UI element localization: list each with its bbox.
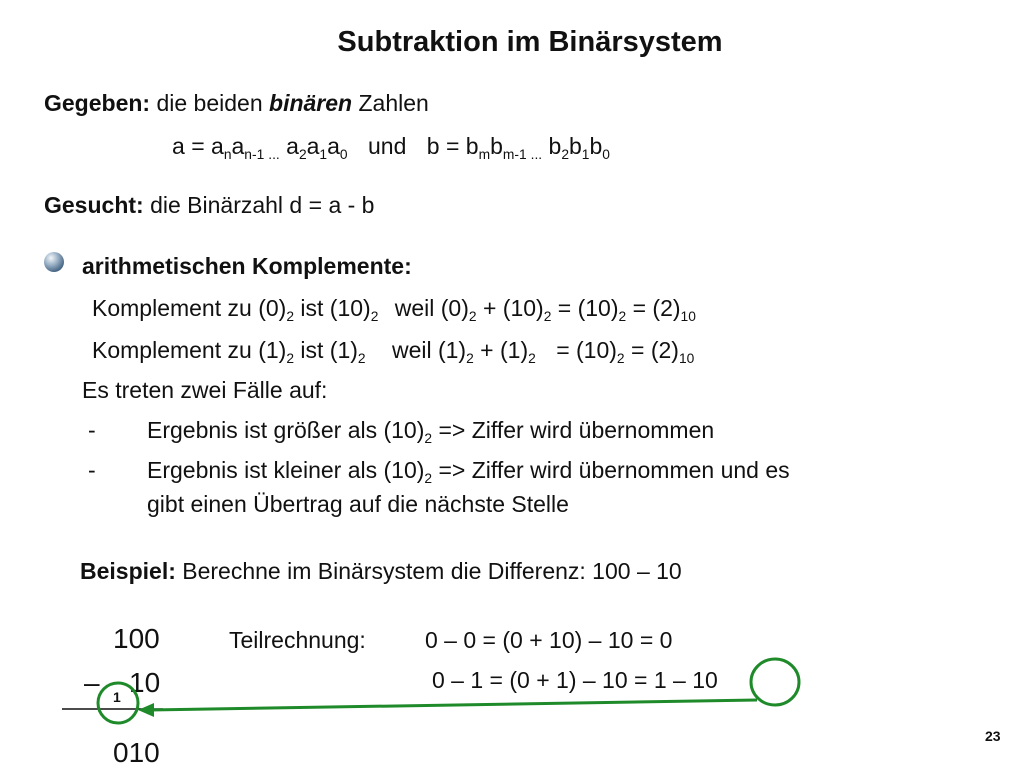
formula-a2: a: [286, 133, 299, 159]
k1-s6: 10: [680, 308, 696, 324]
k2-s4: 2: [528, 350, 536, 366]
result: 010: [113, 737, 160, 768]
formula-a: a: [172, 133, 185, 159]
gesucht-text: die Binärzahl d = a - b: [150, 192, 375, 218]
k1-s3: 2: [468, 308, 477, 324]
subtrahend: 10: [129, 667, 161, 698]
formula-sub-n: n: [223, 146, 232, 162]
case2-sub: 2: [424, 470, 433, 486]
beispiel-text: Berechne im Binärsystem die Differenz: 100 – 10: [182, 558, 682, 584]
k1-s1: 2: [286, 308, 294, 324]
k2-a: Komplement zu (1): [92, 337, 287, 363]
case1-sub: 2: [424, 430, 433, 446]
formula-a0: a: [327, 133, 340, 159]
formula-dots-b: ...: [530, 146, 543, 162]
k2-c: weil (1): [391, 337, 467, 363]
carry-arrow-head: [138, 703, 154, 717]
faelle-intro: Es treten zwei Fälle auf:: [82, 377, 328, 403]
k2-f: = (2): [631, 337, 679, 363]
k1-a: Komplement zu (0): [92, 295, 287, 321]
formula-b0: b: [589, 133, 603, 159]
teilrechnung-1: 0 – 0 = (0 + 10) – 10 = 0: [425, 627, 673, 653]
k2-s3: 2: [466, 350, 474, 366]
formula-an: a: [211, 133, 224, 159]
k2-s6: 10: [678, 350, 695, 366]
formula-sub-2b: 2: [561, 146, 569, 162]
formula-bm1: b: [490, 133, 503, 159]
page-number: 23: [985, 728, 1001, 744]
ten-circle: [751, 659, 799, 705]
k2-b: ist (1): [300, 337, 358, 363]
formula-und: und: [367, 133, 407, 159]
formula-sub-0a: 0: [339, 146, 348, 162]
formula-a1: a: [306, 133, 320, 159]
k2-s5: 2: [616, 350, 625, 366]
formula-sub-2a: 2: [298, 146, 307, 162]
k1-s4: 2: [543, 308, 552, 324]
case2-text-cont: gibt einen Übertrag auf die nächste Stelle: [147, 491, 569, 517]
case2-a: Ergebnis ist kleiner als (10): [147, 457, 425, 483]
formula-eq-b: =: [445, 133, 460, 159]
carry-circle: [98, 683, 138, 723]
k1-f: = (2): [632, 295, 681, 321]
gegeben-text-after: Zahlen: [358, 90, 429, 116]
formula-sub-1b: 1: [581, 146, 590, 162]
k2-d: + (1): [480, 337, 529, 363]
formula-an1: a: [231, 133, 245, 159]
k1-s2: 2: [370, 308, 379, 324]
slide-title: Subtraktion im Binärsystem: [337, 26, 723, 58]
minus-sign: –: [84, 667, 100, 698]
k2-e: = (10): [556, 337, 617, 363]
case2-b: => Ziffer wird übernommen und es: [438, 457, 790, 483]
formula-dots-a: ...: [268, 146, 280, 162]
gegeben-label: Gegeben:: [44, 90, 151, 116]
carry-digit: 1: [113, 689, 121, 705]
formula-sub-m1: m-1: [502, 146, 527, 162]
k1-e: = (10): [557, 295, 619, 321]
gegeben-emphasis: binären: [269, 90, 353, 116]
teilrechnung-2: 0 – 1 = (0 + 1) – 10 = 1 – 10: [432, 667, 718, 693]
k2-s1: 2: [286, 350, 294, 366]
formula-eq-a: =: [191, 133, 205, 159]
formula-b2: b: [548, 133, 562, 159]
gegeben-text-before: die beiden: [156, 90, 263, 116]
case1-dash: -: [88, 417, 96, 443]
minuend: 100: [113, 623, 160, 654]
k2-s2: 2: [357, 350, 366, 366]
formula-sub-0b: 0: [602, 146, 610, 162]
k1-c: weil (0): [394, 295, 469, 321]
case2-dash: -: [88, 457, 96, 483]
k1-d: + (10): [482, 295, 544, 321]
formula-sub-m: m: [478, 146, 491, 162]
carry-arrow-line: [150, 700, 757, 710]
formula-sub-1a: 1: [319, 146, 328, 162]
formula-b: b: [426, 133, 440, 159]
formula-sub-n1: n-1: [244, 146, 265, 162]
k1-b: ist (10): [300, 295, 371, 321]
beispiel-label: Beispiel:: [80, 558, 176, 584]
k1-s5: 2: [618, 308, 627, 324]
formula-bm: b: [465, 133, 479, 159]
gesucht-label: Gesucht:: [44, 192, 144, 218]
teilrechnung-label: Teilrechnung:: [229, 627, 366, 653]
formula-b1: b: [569, 133, 582, 159]
komplemente-heading: arithmetischen Komplemente:: [82, 253, 412, 279]
case1-b: => Ziffer wird übernommen: [438, 417, 715, 443]
case1-a: Ergebnis ist größer als (10): [147, 417, 425, 443]
